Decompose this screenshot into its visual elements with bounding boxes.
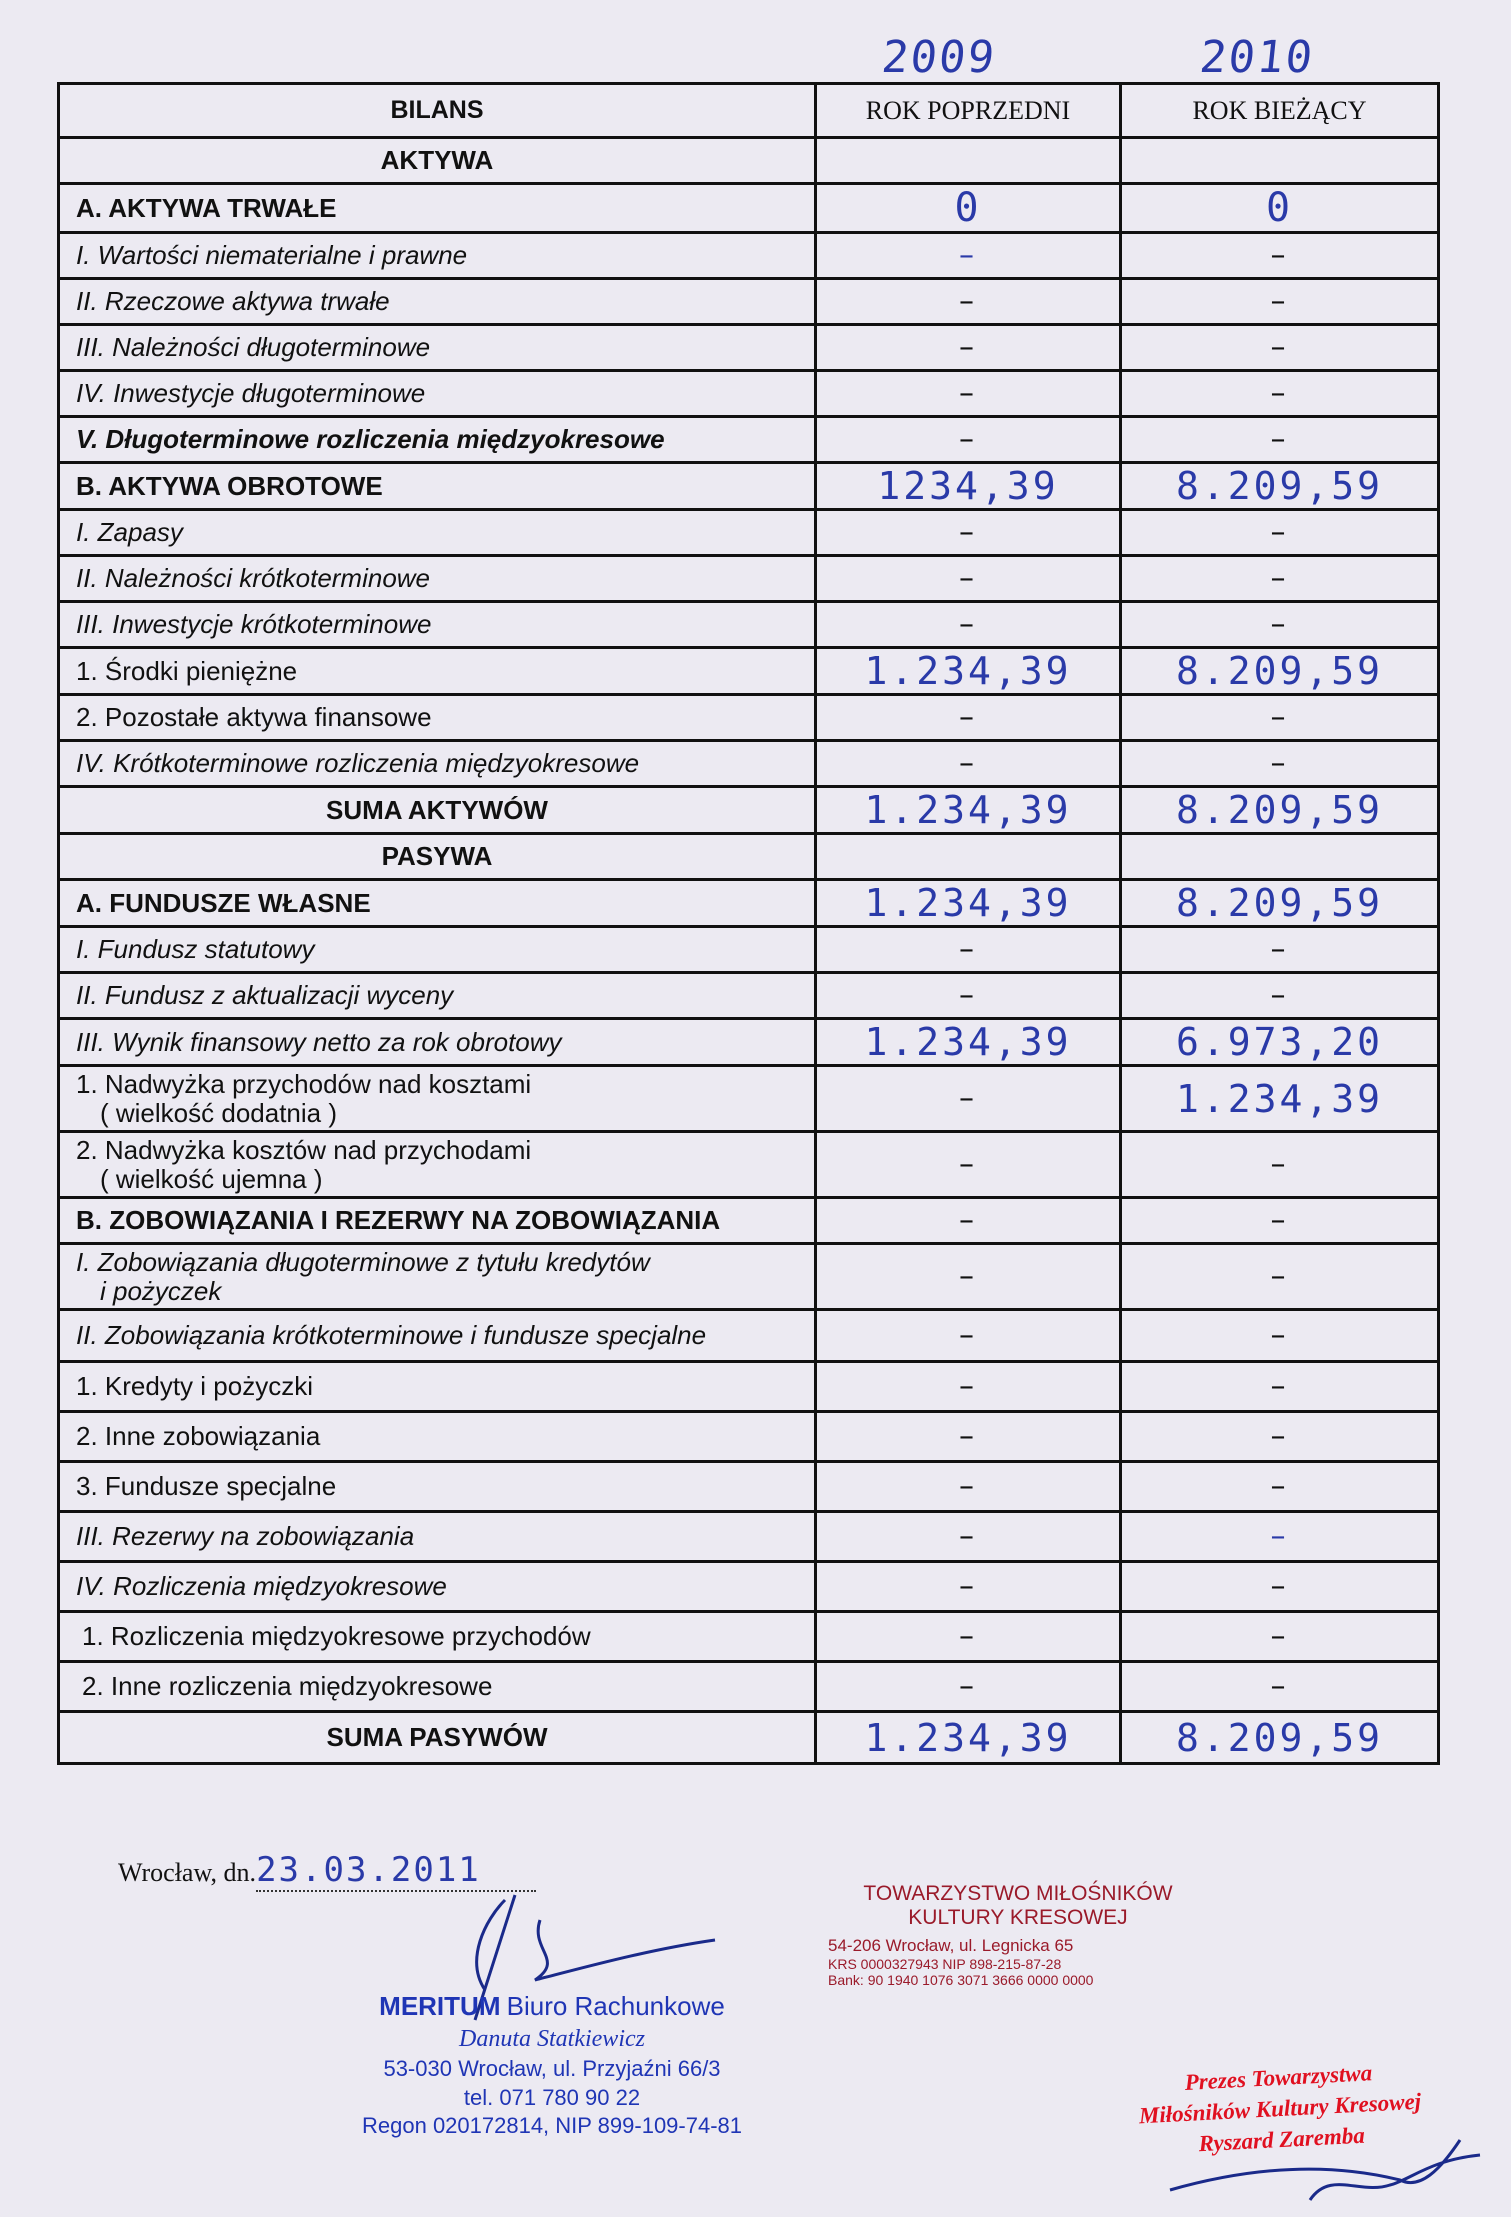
table-row xyxy=(59,834,1439,880)
table-row xyxy=(59,325,1439,371)
row-label-line2: ( wielkość dodatnia ) xyxy=(100,1097,337,1128)
place-label: Wrocław, dn. xyxy=(118,1858,257,1887)
section-title-pasywa: PASYWA xyxy=(59,834,816,880)
org-name-line1: TOWARZYSTWO MIŁOŚNIKÓW xyxy=(863,1882,1173,1905)
row-label: B. ZOBOWIĄZANIA I REZERWY NA ZOBOWIĄZANIA xyxy=(59,1198,816,1244)
row-label xyxy=(59,1132,816,1198)
org-address: 54-206 Wrocław, ul. Legnicka 65 xyxy=(828,1936,1074,1956)
value-cur: – xyxy=(1121,417,1439,463)
header-prev-year: ROK POPRZEDNI xyxy=(816,84,1121,138)
value-prev xyxy=(816,138,1121,184)
row-label: IV. Rozliczenia międzyokresowe xyxy=(59,1562,816,1612)
value-cur: 8.209,59 xyxy=(1121,880,1439,927)
row-label: III. Wynik finansowy netto za rok obrotowy xyxy=(59,1019,816,1066)
value-prev: 1.234,39 xyxy=(816,880,1121,927)
president-signature xyxy=(1160,2100,1490,2210)
value-prev: – xyxy=(816,1132,1121,1198)
value-prev: 1.234,39 xyxy=(816,1712,1121,1764)
president-line2: Miłośników Kultury Kresowej xyxy=(1138,2088,1422,2129)
value-prev: – xyxy=(816,1562,1121,1612)
table-row xyxy=(59,556,1439,602)
value-cur xyxy=(1121,138,1439,184)
value-prev: – xyxy=(816,1462,1121,1512)
president-line3: Ryszard Zaremba xyxy=(1197,2122,1366,2157)
value-prev: – xyxy=(816,1310,1121,1362)
row-label: A. FUNDUSZE WŁASNE xyxy=(59,880,816,927)
handwritten-year-prev: 2009 xyxy=(879,32,999,83)
row-label-line1: 2. Nadwyżka kosztów nad przychodami xyxy=(76,1134,532,1165)
table-row xyxy=(59,184,1439,233)
value-prev xyxy=(816,834,1121,880)
value-prev: – xyxy=(816,1362,1121,1412)
table-row xyxy=(59,1198,1439,1244)
value-cur: – xyxy=(1121,1462,1439,1512)
value-cur: – xyxy=(1121,973,1439,1019)
row-label: I. Zapasy xyxy=(59,510,816,556)
value-prev: – xyxy=(816,510,1121,556)
value-prev: 1.234,39 xyxy=(816,1019,1121,1066)
value-cur: – xyxy=(1121,279,1439,325)
table-row xyxy=(59,927,1439,973)
value-cur: 8.209,59 xyxy=(1121,1712,1439,1764)
row-label: II. Należności krótkoterminowe xyxy=(59,556,816,602)
accountant-stamp xyxy=(362,1990,742,2141)
value-prev: – xyxy=(816,1512,1121,1562)
table-row xyxy=(59,138,1439,184)
value-prev: – xyxy=(816,556,1121,602)
row-label: I. Fundusz statutowy xyxy=(59,927,816,973)
org-krs-nip: KRS 0000327943 NIP 898-215-87-28 xyxy=(828,1955,1062,1972)
meritum-address: 53-030 Wrocław, ul. Przyjaźni 66/3 xyxy=(383,2055,721,2081)
row-label-line2: i pożyczek xyxy=(100,1275,222,1306)
value-prev: – xyxy=(816,927,1121,973)
row-label: 1. Środki pieniężne xyxy=(59,648,816,695)
row-label: B. AKTYWA OBROTOWE xyxy=(59,463,816,510)
value-cur: – xyxy=(1121,1310,1439,1362)
value-cur: – xyxy=(1121,510,1439,556)
table-row xyxy=(59,1562,1439,1612)
value-cur: – xyxy=(1121,1132,1439,1198)
table-header-row xyxy=(59,84,1439,138)
value-cur: – xyxy=(1121,1662,1439,1712)
table-row xyxy=(59,417,1439,463)
value-prev: – xyxy=(816,1662,1121,1712)
row-label: 2. Inne zobowiązania xyxy=(59,1412,816,1462)
value-prev: – xyxy=(816,325,1121,371)
table-row xyxy=(59,1662,1439,1712)
row-label-total: SUMA AKTYWÓW xyxy=(59,787,816,834)
table-row xyxy=(59,279,1439,325)
value-cur: – xyxy=(1121,695,1439,741)
row-label: III. Należności długoterminowe xyxy=(59,325,816,371)
table-row xyxy=(59,1412,1439,1462)
row-label-line1: I. Zobowiązania długoterminowe z tytułu kredytów xyxy=(76,1246,650,1277)
table-row xyxy=(59,1244,1439,1310)
value-cur: – xyxy=(1121,325,1439,371)
handwritten-year-cur: 2010 xyxy=(1197,32,1317,83)
value-prev: – xyxy=(816,1066,1121,1132)
value-cur: 6.973,20 xyxy=(1121,1019,1439,1066)
value-prev: – xyxy=(816,279,1121,325)
table-row xyxy=(59,1310,1439,1362)
table-row xyxy=(59,741,1439,787)
value-cur xyxy=(1121,834,1439,880)
value-cur: – xyxy=(1121,1362,1439,1412)
value-cur: 0 xyxy=(1121,184,1439,233)
table-row xyxy=(59,1712,1439,1764)
table-row xyxy=(59,463,1439,510)
row-label: III. Inwestycje krótkoterminowe xyxy=(59,602,816,648)
row-label: V. Długoterminowe rozliczenia międzyokresowe xyxy=(59,417,816,463)
value-prev: – xyxy=(816,973,1121,1019)
table-row xyxy=(59,1612,1439,1662)
row-label: 2. Pozostałe aktywa finansowe xyxy=(59,695,816,741)
value-prev: – xyxy=(816,1612,1121,1662)
table-row xyxy=(59,602,1439,648)
value-cur: – xyxy=(1121,1562,1439,1612)
value-prev: – xyxy=(816,1412,1121,1462)
value-prev: – xyxy=(816,602,1121,648)
org-name-line2: KULTURY KRESOWEJ xyxy=(908,1906,1128,1930)
value-cur: – xyxy=(1121,233,1439,279)
row-label: 1. Rozliczenia międzyokresowe przychodów xyxy=(59,1612,816,1662)
row-label: 1. Kredyty i pożyczki xyxy=(59,1362,816,1412)
value-cur: – xyxy=(1121,1612,1439,1662)
handwritten-date: 23.03.2011 xyxy=(256,1850,481,1890)
row-label: II. Zobowiązania krótkoterminowe i fundusze specjalne xyxy=(59,1310,816,1362)
value-cur: 8.209,59 xyxy=(1121,787,1439,834)
header-cur-year: ROK BIEŻĄCY xyxy=(1121,84,1439,138)
value-prev: 1.234,39 xyxy=(816,648,1121,695)
row-label: A. AKTYWA TRWAŁE xyxy=(59,184,816,233)
value-cur: – xyxy=(1121,602,1439,648)
table-row xyxy=(59,880,1439,927)
value-prev: 0 xyxy=(816,184,1121,233)
table-row xyxy=(59,1362,1439,1412)
header-bilans: BILANS xyxy=(59,84,816,138)
table-row xyxy=(59,510,1439,556)
value-cur: – xyxy=(1121,1412,1439,1462)
value-prev: 1.234,39 xyxy=(816,787,1121,834)
row-label: IV. Inwestycje długoterminowe xyxy=(59,371,816,417)
row-label: II. Rzeczowe aktywa trwałe xyxy=(59,279,816,325)
value-cur: – xyxy=(1121,1512,1439,1562)
value-prev: – xyxy=(816,417,1121,463)
meritum-ids: Regon 020172814, NIP 899-109-74-81 xyxy=(362,2113,743,2139)
meritum-brand: MERITUM xyxy=(379,1991,501,2021)
row-label-line1: 1. Nadwyżka przychodów nad kosztami xyxy=(76,1068,532,1099)
table-row xyxy=(59,1066,1439,1132)
table-row xyxy=(59,1512,1439,1562)
table-row xyxy=(59,1462,1439,1512)
value-prev: – xyxy=(816,371,1121,417)
row-label: 2. Inne rozliczenia międzyokresowe xyxy=(59,1662,816,1712)
value-cur: 1.234,39 xyxy=(1121,1066,1439,1132)
value-cur: – xyxy=(1121,1244,1439,1310)
president-line1: Prezes Towarzystwa xyxy=(1184,2060,1373,2095)
table-row xyxy=(59,695,1439,741)
table-row xyxy=(59,1132,1439,1198)
organization-stamp xyxy=(828,1882,1208,1988)
value-cur: – xyxy=(1121,371,1439,417)
value-cur: – xyxy=(1121,1198,1439,1244)
meritum-phone: tel. 071 780 90 22 xyxy=(463,2084,641,2110)
row-label: 3. Fundusze specjalne xyxy=(59,1462,816,1512)
row-label-total: SUMA PASYWÓW xyxy=(59,1712,816,1764)
meritum-person: Danuta Statkiewicz xyxy=(459,2025,645,2052)
table-row xyxy=(59,371,1439,417)
org-bank: Bank: 90 1940 1076 3071 3666 0000 0000 xyxy=(828,1971,1094,1988)
row-label: IV. Krótkoterminowe rozliczenia międzyokresowe xyxy=(59,741,816,787)
value-prev: – xyxy=(816,1198,1121,1244)
row-label xyxy=(59,1244,816,1310)
table-row xyxy=(59,648,1439,695)
value-prev: – xyxy=(816,695,1121,741)
value-cur: – xyxy=(1121,741,1439,787)
value-prev: 1234,39 xyxy=(816,463,1121,510)
table-row xyxy=(59,233,1439,279)
value-cur: 8.209,59 xyxy=(1121,463,1439,510)
value-prev: – xyxy=(816,1244,1121,1310)
value-cur: – xyxy=(1121,556,1439,602)
section-title-aktywa: AKTYWA xyxy=(59,138,816,184)
row-label: III. Rezerwy na zobowiązania xyxy=(59,1512,816,1562)
balance-sheet-table xyxy=(57,82,1440,1765)
row-label: I. Wartości niematerialne i prawne xyxy=(59,233,816,279)
table-row xyxy=(59,787,1439,834)
row-label xyxy=(59,1066,816,1132)
meritum-name: Biuro Rachunkowe xyxy=(506,1991,725,2021)
row-label: II. Fundusz z aktualizacji wyceny xyxy=(59,973,816,1019)
value-cur: – xyxy=(1121,927,1439,973)
table-row xyxy=(59,1019,1439,1066)
row-label-line2: ( wielkość ujemna ) xyxy=(100,1163,323,1194)
value-cur: 8.209,59 xyxy=(1121,648,1439,695)
value-prev: – xyxy=(816,233,1121,279)
table-row xyxy=(59,973,1439,1019)
value-prev: – xyxy=(816,741,1121,787)
